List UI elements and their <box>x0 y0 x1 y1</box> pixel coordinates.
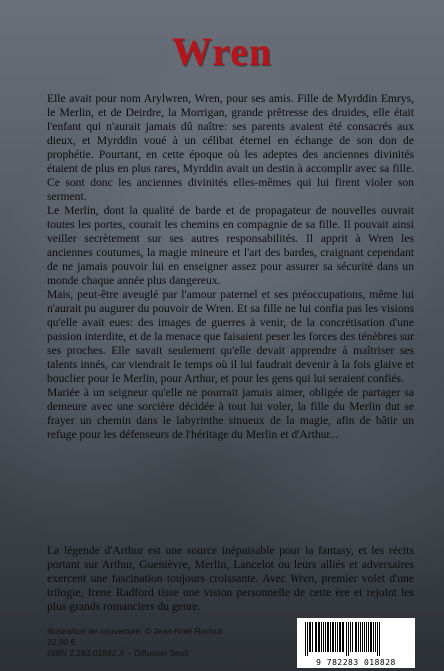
barcode-bar <box>350 622 351 652</box>
barcode-bar <box>368 622 369 652</box>
barcode-bar <box>364 622 365 652</box>
barcode-bar <box>377 622 378 656</box>
summary-paragraph-3: Mais, peut-être aveuglé par l'amour paternel et ses préoccupations, même lui n'aurait pu augurer du pouvoir de Wren. Et sa fille ne lui confia pas les visions qu'elle avait eues: des images de guerres à venir, de la concrétisation d'une passion interdite, et de la menace que faisaient peser les forces des ténèbres sur ses proches. Elle savait seulement qu'elle devait apprendre à maîtriser ses talents innés, car viendrait le temps où il lui faudrait devenir à la fois glaive et bouclier pour le Merlin, pour Arthur, et pour les gens qui lui seraient confiés. <box>47 288 414 385</box>
barcode-bar <box>321 622 322 652</box>
barcode-bar <box>335 622 336 652</box>
barcode-bar <box>342 622 344 652</box>
blurb-paragraph <box>47 544 414 614</box>
book-title: Wren <box>171 29 273 74</box>
summary-paragraph-1: Elle avait pour nom Arylwren, Wren, pour ses amis. Fille de Myrddin Emrys, le Merlin, et de Deirdre, la Morrigan, grande prêtresse des druides, elle était l'enfant qui n'aurait jamais dû naître: ses parents avaient été consacrés aux dieux, et Myrddin voué à un célibat éternel en échange de son don de prophétie. Pourtant, en cette époque où les adeptes des anciennes divinités étaient de plus en plus rares, Myrddin avait un destin à accomplir avec sa fille. Ce sont donc les anciennes divinités elles-mêmes qui lui firent violer son serment. <box>47 92 414 203</box>
barcode-bar <box>305 622 306 656</box>
barcode <box>297 618 415 668</box>
barcode-bar <box>362 622 363 652</box>
barcode-bar <box>325 622 326 652</box>
barcode-bar <box>373 622 374 652</box>
blurb-text-before: La légende d'Arthur est une source inépuisable pour la fantasy, et les récits portant sur Arthur, Guenièvre, Merlin, Lancelot ou leurs alliés et adversaires exercent une fascination toujours croissante. Avec <box>47 544 414 585</box>
barcode-bars <box>297 618 415 658</box>
barcode-bar <box>307 622 308 656</box>
barcode-bar <box>375 622 376 652</box>
barcode-bar <box>330 622 331 652</box>
barcode-bar <box>332 622 334 652</box>
barcode-bar <box>379 622 380 656</box>
price: 22,90 € <box>47 637 76 647</box>
isbn: ISBN 2.283.01882.X – Diffusion Seuil <box>47 648 189 658</box>
summary-paragraph-2: Le Merlin, dont la qualité de barde et de propagateur de nouvelles ouvrait toutes les portes, courait les chemins en compagnie de sa fille. Il pouvait ainsi veiller secrètement sur ses autres responsabilités. Il apprit à Wren les anciennes coutumes, la magie mineure et l'art des bardes, craignant cependant de ne jamais pouvoir lui en enseigner assez pour assurer sa sécurité dans un monde chaque année plus dangereux. <box>47 204 414 287</box>
barcode-bar <box>370 622 372 652</box>
barcode-bar <box>348 622 349 656</box>
summary-text <box>47 92 414 442</box>
barcode-bar <box>309 622 311 652</box>
blurb-title-italic: Wren <box>290 572 315 585</box>
blurb-text <box>47 544 414 614</box>
barcode-digits: 9 782283 018828 <box>316 658 396 667</box>
barcode-bar <box>366 622 367 652</box>
barcode-bar <box>318 622 320 652</box>
barcode-bar <box>327 622 329 652</box>
barcode-bar <box>360 622 361 652</box>
illustration-credit: Illustration de couverture: © Jean-Noël Rochut <box>47 626 222 636</box>
barcode-bar <box>346 622 347 656</box>
barcode-bar <box>337 622 338 652</box>
barcode-bar <box>355 622 357 652</box>
barcode-bar <box>315 622 317 652</box>
barcode-bar <box>339 622 341 652</box>
barcode-bar <box>352 622 353 652</box>
barcode-bar <box>358 622 359 652</box>
colophon <box>47 626 221 659</box>
summary-paragraph-4: Mariée à un seigneur qu'elle ne pourrait jamais aimer, obligée de partager sa demeure avec une sorcière décidée à tout lui voler, la fille du Merlin dut se frayer un chemin dans le labyrinthe sinueux de la magie, afin de bâtir un refuge pour les défenseurs de l'héritage du Merlin et d'Arthur... <box>47 386 414 441</box>
barcode-bar <box>323 622 324 652</box>
barcode-bar <box>312 622 313 652</box>
blurb-text-after: , premier volet d'une trilogie, Irene Radford tisse une vision personnelle de cette ère et rejoint les plus grands romanciers du genre. <box>47 572 414 613</box>
